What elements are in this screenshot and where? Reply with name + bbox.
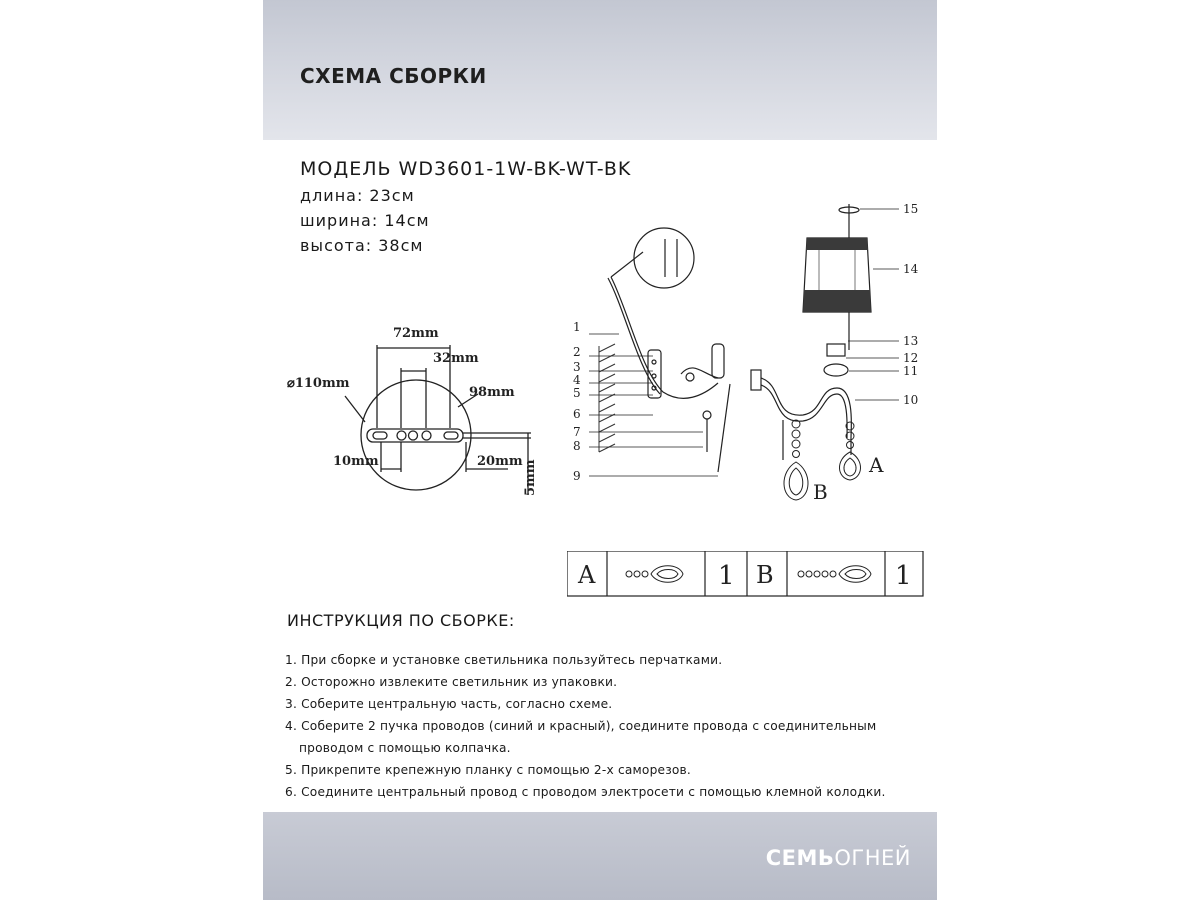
callout-8: 8	[573, 439, 581, 453]
callout-9: 9	[573, 469, 581, 483]
instructions-title: ИНСТРУКЦИЯ ПО СБОРКЕ:	[287, 611, 515, 630]
pendant-b-icon	[798, 566, 871, 583]
dim-110mm: ⌀110mm	[287, 376, 350, 391]
assembly-sheet	[263, 0, 937, 900]
lamp-shade	[803, 238, 871, 312]
parts-letter-b: B	[756, 561, 774, 589]
callout-13: 13	[903, 334, 919, 348]
dim-5mm: 5mm	[523, 459, 538, 496]
crystal-pendant-b	[784, 420, 808, 500]
instruction-3: 3. Соберите центральную часть, согласно схеме.	[285, 697, 613, 711]
instruction-2: 2. Осторожно извлеките светильник из упаковки.	[285, 675, 618, 689]
parts-qty-b: 1	[895, 561, 912, 591]
dim-98mm: 98mm	[469, 385, 515, 400]
length-spec: длина: 23см	[300, 186, 415, 205]
callout-12: 12	[903, 351, 919, 365]
callout-6: 6	[573, 407, 581, 421]
callout-11: 11	[903, 364, 919, 378]
wall-hatch	[599, 344, 615, 452]
instruction-6: 6. Соедините центральный провод с проводом электросети с помощью клемной колодки.	[285, 785, 886, 799]
model-label: МОДЕЛЬ WD3601-1W-BK-WT-BK	[300, 158, 632, 180]
parts-letter-a: A	[578, 561, 596, 589]
dim-10mm: 10mm	[333, 454, 379, 469]
brand-logo	[766, 846, 911, 870]
instruction-1: 1. При сборке и установке светильника пользуйтесь перчатками.	[285, 653, 723, 667]
parts-table	[567, 551, 927, 597]
brand-light: ОГНЕЙ	[834, 846, 911, 870]
pendant-a-icon	[626, 566, 683, 583]
callout-15: 15	[903, 202, 919, 216]
footer-band	[263, 812, 937, 900]
callout-1: 1	[573, 320, 581, 334]
width-spec: ширина: 14см	[300, 211, 430, 230]
dim-20mm: 20mm	[477, 454, 523, 469]
instruction-4	[285, 719, 886, 755]
dim-72mm: 72mm	[393, 326, 439, 341]
mounting-plate-drawing	[345, 345, 531, 495]
header-band	[263, 0, 937, 140]
parts-qty-a: 1	[718, 561, 735, 591]
instruction-4-line-2: проводом с помощью колпачка.	[299, 741, 511, 755]
instructions-list	[285, 653, 886, 807]
dim-32mm: 32mm	[433, 351, 479, 366]
instruction-4-line-1: 4. Соберите 2 пучка проводов (синий и красный), соедините провода с соединительным	[285, 719, 877, 733]
height-spec: высота: 38см	[300, 236, 424, 255]
instruction-5: 5. Прикрепите крепежную планку с помощью 2-х саморезов.	[285, 763, 692, 777]
crystal-label-a: A	[869, 453, 884, 477]
brand-bold: СЕМЬ	[765, 846, 835, 870]
assembly-diagram	[263, 180, 937, 520]
callout-7: 7	[573, 425, 581, 439]
page-title: СХЕМА СБОРКИ	[300, 64, 487, 88]
crystal-pendant-a	[839, 422, 860, 480]
callout-3: 3	[573, 360, 581, 374]
callout-4: 4	[573, 373, 581, 387]
callout-10: 10	[903, 393, 919, 407]
callout-5: 5	[573, 386, 581, 400]
callout-14: 14	[903, 262, 919, 276]
callout-2: 2	[573, 345, 581, 359]
crystal-label-b: B	[813, 480, 828, 504]
